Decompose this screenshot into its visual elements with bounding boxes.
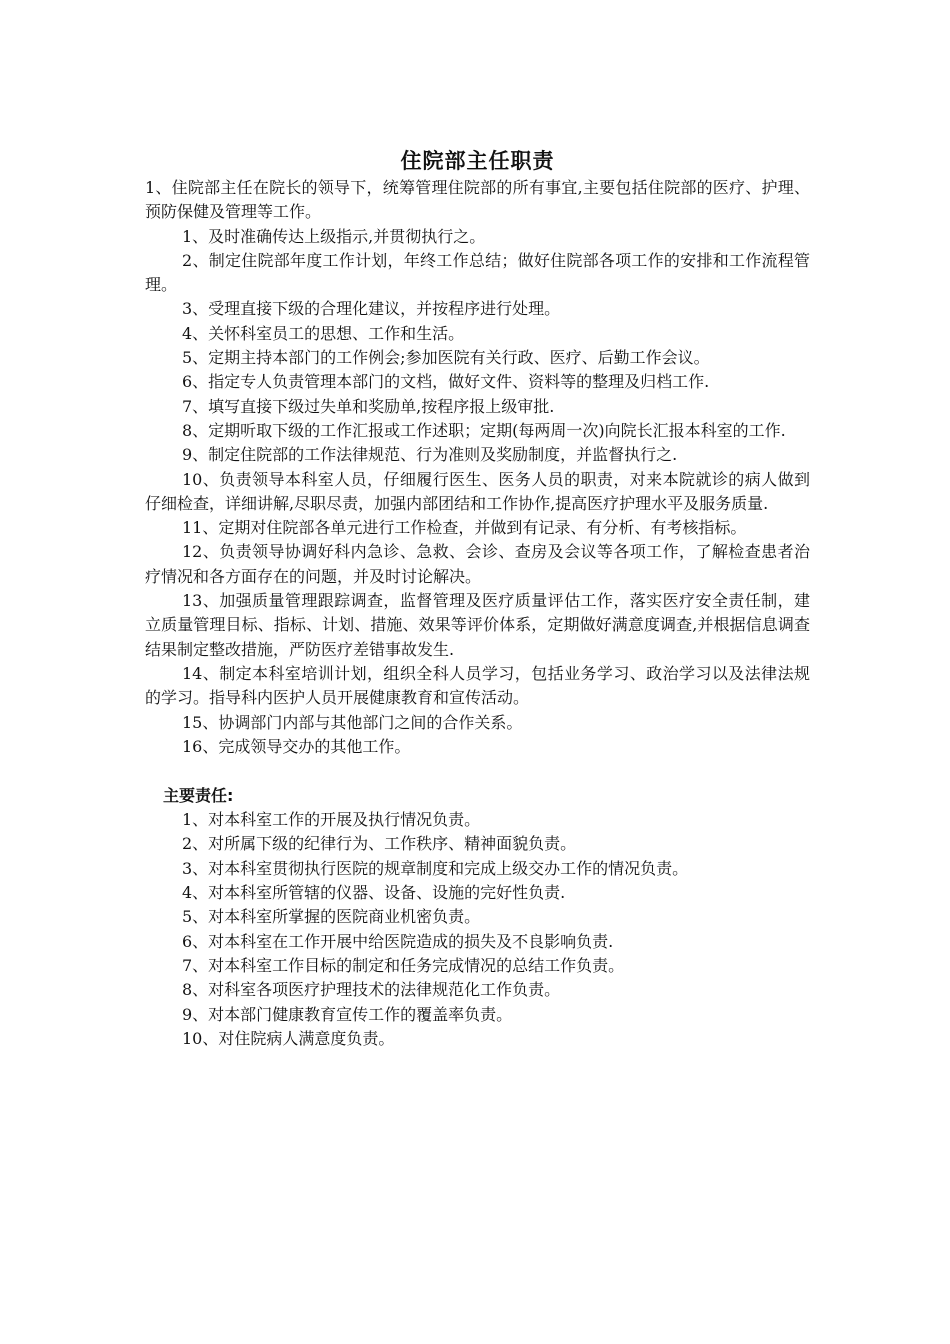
- duty-item: 9、制定住院部的工作法律规范、行为准则及奖励制度，并监督执行之.: [182, 445, 678, 465]
- responsibility-item: 9、对本部门健康教育宣传工作的覆盖率负责。: [182, 1004, 513, 1024]
- duties-list: [145, 225, 810, 760]
- duty-item: 12、负责领导协调好科内急诊、急救、会诊、查房及会议等各项工作，了解检查患者治疗情况和各方面存在的问题，并及时讨论解决。: [145, 542, 810, 586]
- responsibility-item: 4、对本科室所管辖的仪器、设备、设施的完好性负责.: [182, 883, 566, 903]
- responsibility-item: 10、对住院病人满意度负责。: [182, 1028, 395, 1048]
- responsibilities-list: [145, 808, 810, 1051]
- document-title: 住院部主任职责: [400, 149, 555, 173]
- responsibilities-heading: 主要责任:: [163, 786, 234, 806]
- duty-item: 14、制定本科室培训计划，组织全科人员学习，包括业务学习、政治学习以及法律法规的学习。指导科内医护人员开展健康教育和宣传活动。: [145, 663, 810, 708]
- responsibility-item: 6、对本科室在工作开展中给医院造成的损失及不良影响负责.: [182, 931, 614, 951]
- responsibility-item: 3、对本科室贯彻执行医院的规章制度和完成上级交办工作的情况负责。: [182, 858, 689, 878]
- duty-item: 1、及时准确传达上级指示,并贯彻执行之。: [182, 226, 486, 246]
- duty-item: 7、填写直接下级过失单和奖励单,按程序报上级审批.: [182, 396, 555, 416]
- duty-item: 15、协调部门内部与其他部门之间的合作关系。: [182, 712, 523, 732]
- responsibility-item: 1、对本科室工作的开展及执行情况负责。: [182, 810, 481, 830]
- duty-item: 10、负责领导本科室人员，仔细履行医生、医务人员的职责，对来本院就诊的病人做到仔细检查，详细讲解,尽职尽责，加强内部团结和工作协作,提高医疗护理水平及服务质量.: [145, 469, 810, 513]
- duty-item: 6、指定专人负责管理本部门的文档，做好文件、资料等的整理及归档工作.: [182, 372, 710, 392]
- duty-item: 13、加强质量管理跟踪调查，监督管理及医疗质量评估工作，落实医疗安全责任制，建立质量管理目标、指标、计划、措施、效果等评价体系，定期做好满意度调查,并根据信息调查结果制定整改措施，严防医疗差错事故发生.: [145, 591, 810, 659]
- duty-item: 4、关怀科室员工的思想、工作和生活。: [182, 323, 465, 343]
- duty-item: 8、定期听取下级的工作汇报或工作述职；定期(每两周一次)向院长汇报本科室的工作.: [182, 420, 786, 440]
- document-page: [145, 146, 810, 1051]
- duty-item: 2、制定住院部年度工作计划，年终工作总结；做好住院部各项工作的安排和工作流程管理。: [145, 250, 810, 295]
- duty-item: 11、定期对住院部各单元进行工作检查，并做到有记录、有分析、有考核指标。: [182, 518, 747, 538]
- duty-item: 3、受理直接下级的合理化建议，并按程序进行处理。: [182, 299, 561, 319]
- duty-item: 5、定期主持本部门的工作例会;参加医院有关行政、医疗、后勤工作会议。: [182, 348, 710, 368]
- responsibility-item: 7、对本科室工作目标的制定和任务完成情况的总结工作负责。: [182, 955, 625, 975]
- responsibility-item: 2、对所属下级的纪律行为、工作秩序、精神面貌负责。: [182, 834, 577, 854]
- responsibility-item: 5、对本科室所掌握的医院商业机密负责。: [182, 907, 481, 927]
- section-spacer: [145, 759, 810, 783]
- intro-paragraph: 1、住院部主任在院长的领导下，统筹管理住院部的所有事宜,主要包括住院部的医疗、护理、预防保健及管理等工作。: [145, 178, 810, 222]
- duty-item: 16、完成领导交办的其他工作。: [182, 736, 411, 756]
- responsibility-item: 8、对科室各项医疗护理技术的法律规范化工作负责。: [182, 980, 561, 1000]
